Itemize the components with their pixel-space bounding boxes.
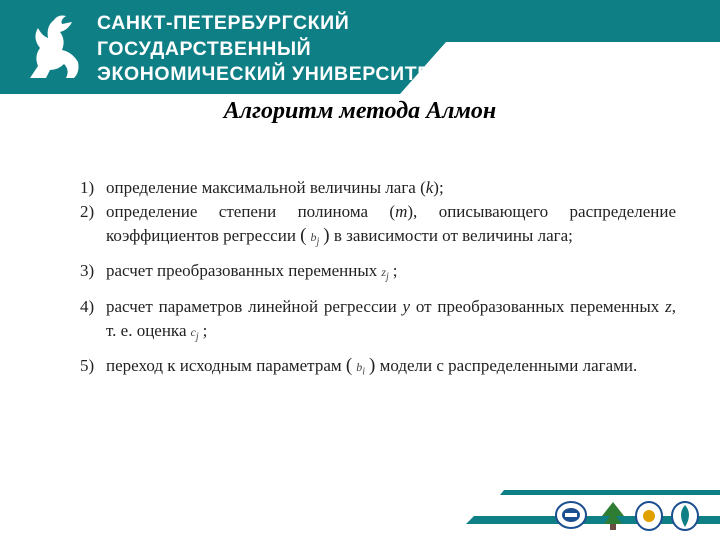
step-number: 3) (80, 261, 95, 281)
step-item-5 (80, 354, 676, 384)
step-number: 2) (80, 202, 95, 221)
step-text: расчет преобразованных переменных $z_j$ ; (106, 261, 398, 283)
round-emblem-icon (634, 500, 664, 532)
university-name-line-2: ГОСУДАРСТВЕННЫЙ (97, 38, 312, 60)
math-m: m (395, 202, 408, 221)
step-item-1 (80, 176, 676, 200)
griffin-icon (20, 8, 88, 84)
university-name-line-3: ЭКОНОМИЧЕСКИЙ УНИВЕРСИТЕТ (97, 63, 444, 85)
step-number: 1) (80, 178, 95, 197)
step-number: 4) (80, 296, 95, 316)
math-symbol-cj: $c_j$ (190, 324, 199, 343)
university-name-line-1: САНКТ-ПЕТЕРБУРГСКИЙ (97, 12, 350, 34)
university-banner (0, 0, 720, 94)
math-k: k (425, 178, 434, 197)
step-item-2 (80, 200, 676, 254)
slide-title: Алгоритм метода Алмон (223, 98, 497, 124)
step-item-3 (80, 259, 676, 289)
university-seal-icon (554, 500, 588, 530)
leaf-emblem-icon (670, 500, 700, 532)
step-text: определение максимальной величины лага (k); (106, 178, 444, 197)
step-item-4 (80, 295, 676, 349)
step-number: 5) (80, 356, 95, 376)
math-z: z (665, 296, 672, 316)
math-symbol-bi: $b_i$ (356, 360, 365, 378)
step-text: определение степени полинома (m), описывающего распределение коэффициентов регрессии ( $b_j$ ) в зависимости от величины лага; (106, 202, 676, 248)
math-y: y (402, 296, 411, 316)
step-text: переход к исходным параметрам ( $b_i$ ) модели с распределенными лагами. (106, 355, 638, 378)
tree-emblem-icon (598, 500, 628, 532)
algorithm-steps-list (80, 176, 676, 385)
math-symbol-zj: $z_j$ (381, 265, 389, 283)
math-symbol-bj: $b_j$ (310, 230, 320, 248)
step-text: расчет параметров линейной регрессии y от преобразованных переменных z, т. е. оценка $c_j$ ; (106, 296, 676, 343)
